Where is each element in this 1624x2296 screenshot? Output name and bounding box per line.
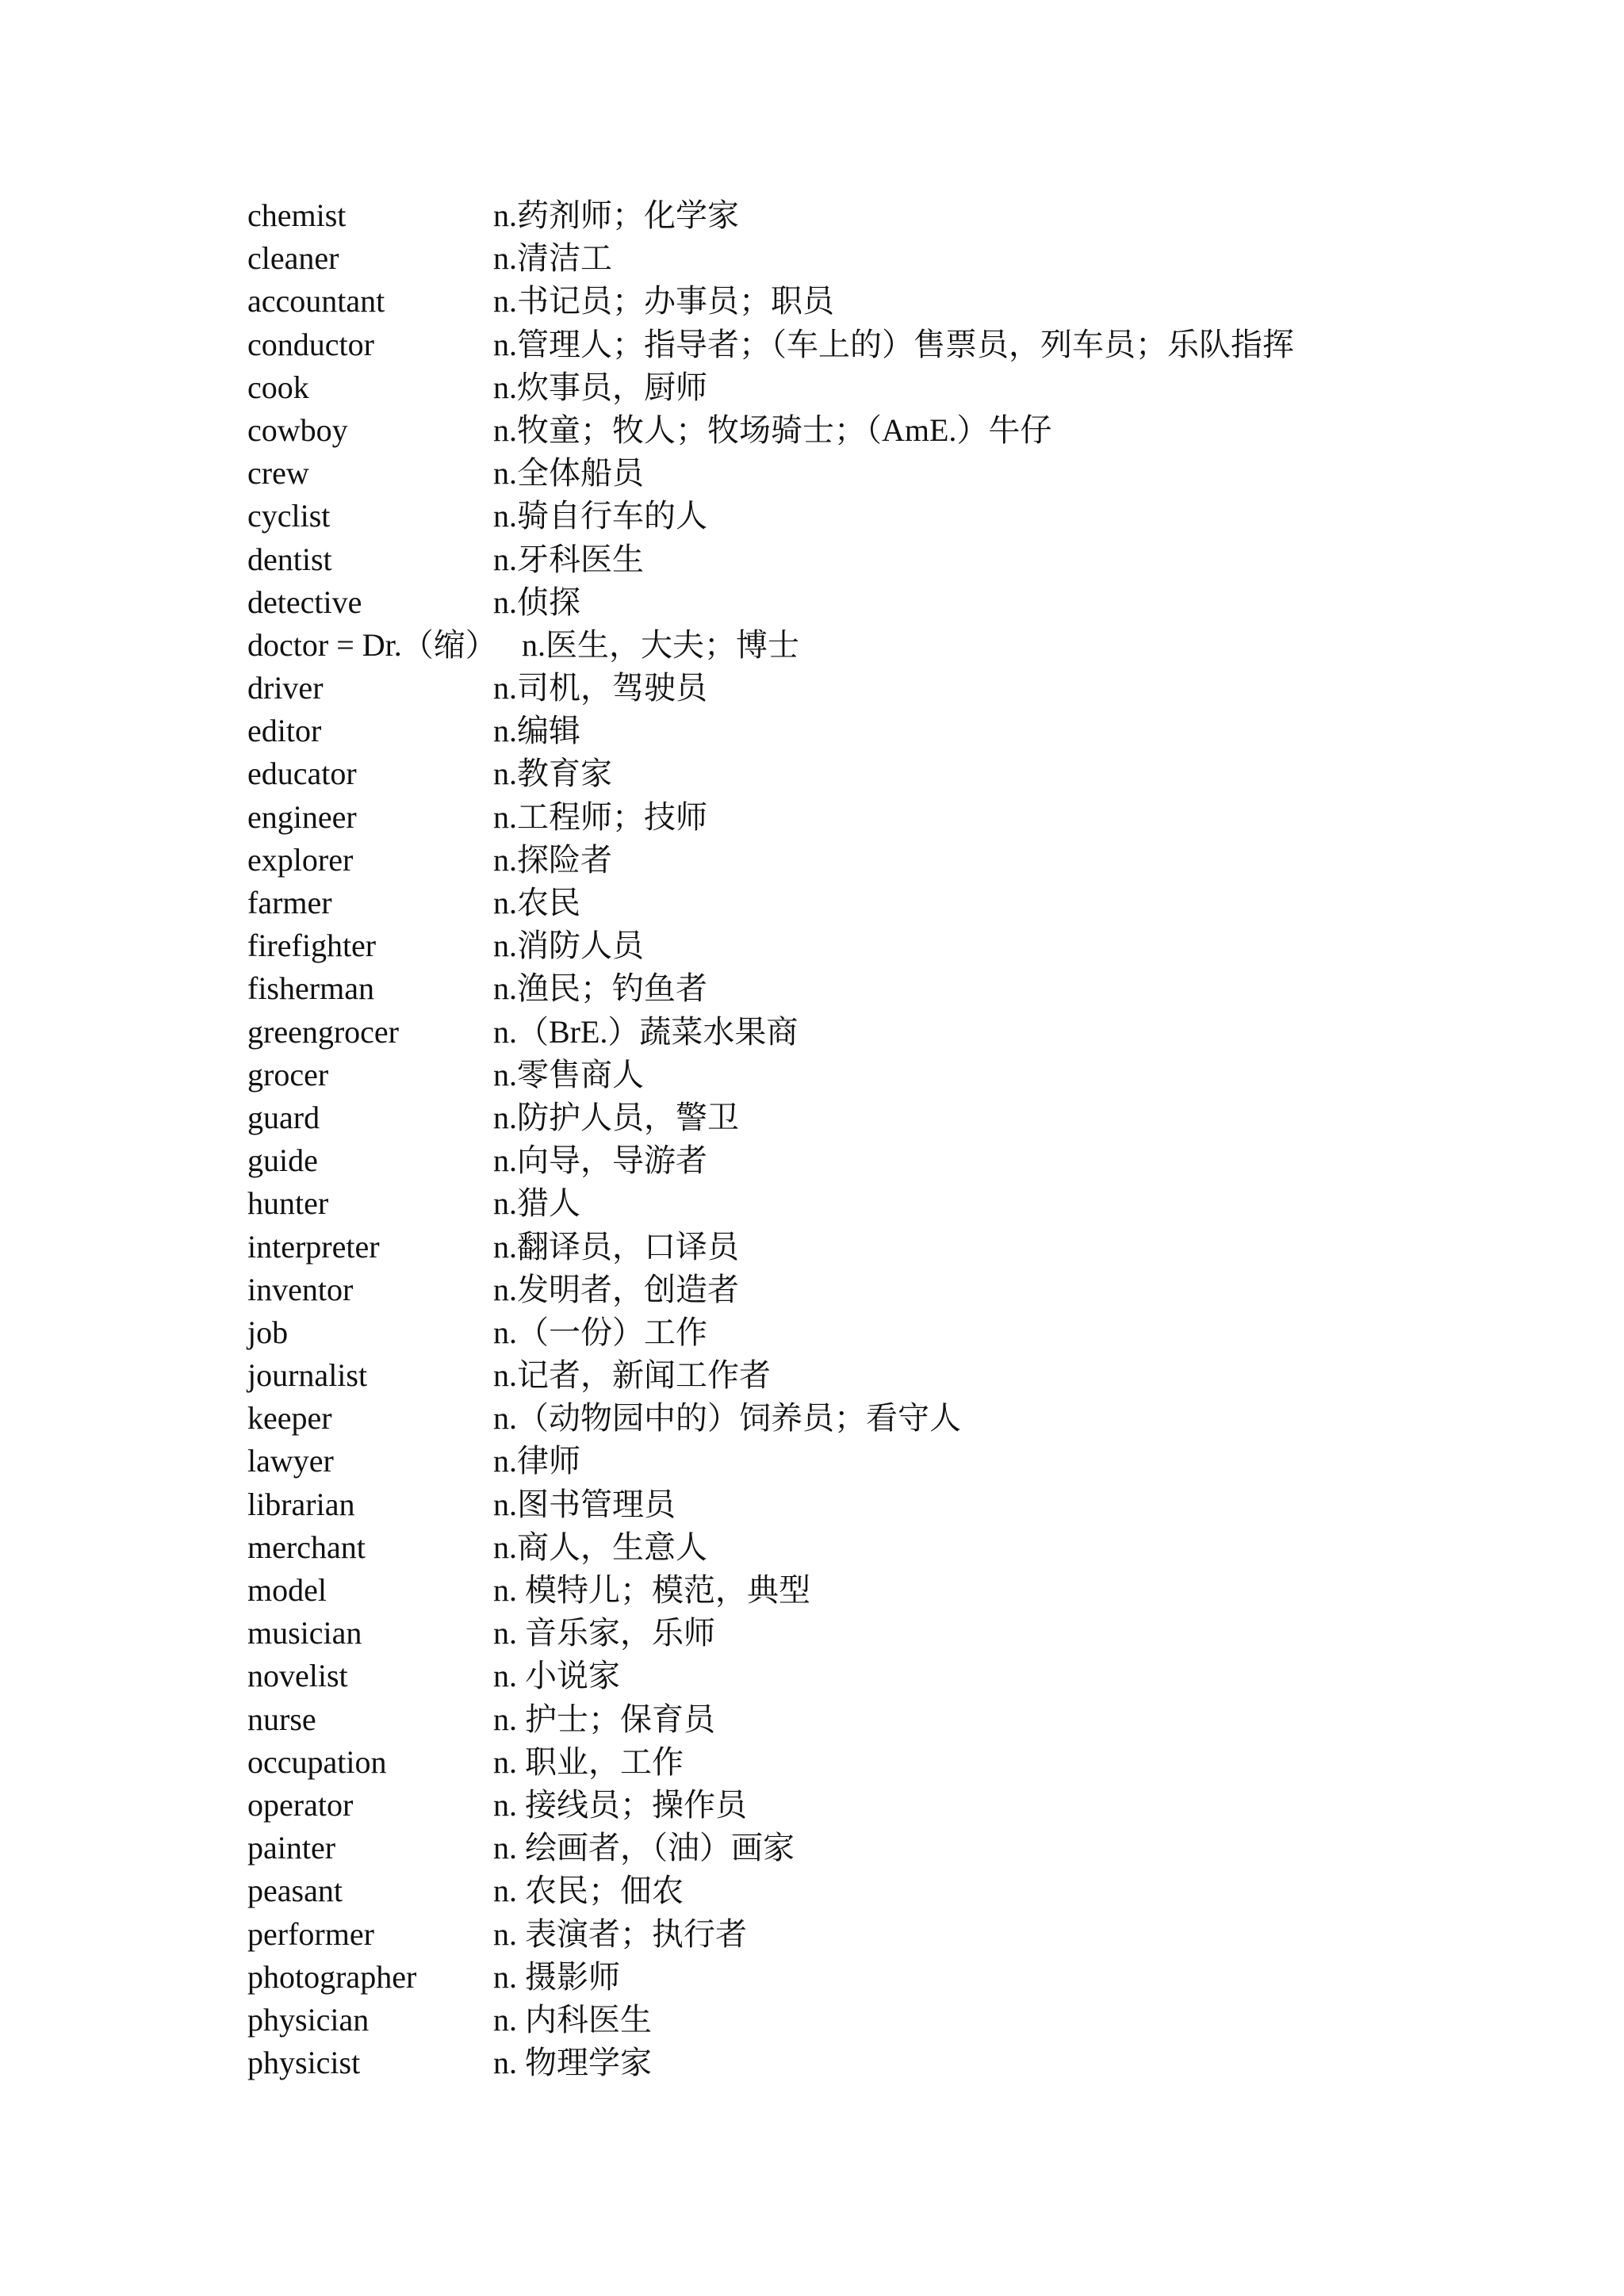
vocab-definition: n.管理人；指导者；（车上的）售票员，列车员；乐队指挥 [493, 326, 1294, 362]
vocab-definition: n. 物理学家 [493, 2045, 652, 2081]
vocab-entry [247, 667, 1437, 710]
vocab-definition: n.防护人员，警卫 [493, 1099, 739, 1135]
vocab-definition: n.向导，导游者 [493, 1142, 707, 1179]
vocab-definition: n.侦探 [493, 584, 580, 620]
vocab-word: firefighter [247, 928, 377, 964]
vocab-word: performer [247, 1915, 374, 1952]
vocab-entry [247, 882, 1437, 924]
vocab-definition: n.（一份）工作 [493, 1314, 707, 1350]
vocab-word: explorer [247, 841, 354, 878]
vocab-entry [247, 1913, 1437, 1956]
vocab-entry [247, 1182, 1437, 1225]
vocab-definition: n.消防人员 [493, 928, 644, 964]
vocab-entry [247, 1612, 1437, 1655]
vocab-entry [247, 967, 1437, 1010]
vocab-word: guard [247, 1099, 320, 1135]
vocab-definition: n. 职业，工作 [493, 1743, 684, 1780]
vocab-entry [247, 924, 1437, 967]
vocab-entry [247, 839, 1437, 882]
vocab-definition: n.农民 [493, 885, 580, 920]
vocab-word: guide [247, 1142, 318, 1179]
vocab-entry [247, 1956, 1437, 1999]
vocab-entry [247, 710, 1437, 752]
vocab-entry [247, 1354, 1437, 1397]
vocab-definition: n.（BrE.）蔬菜水果商 [493, 1013, 799, 1050]
vocab-word: cowboy [247, 411, 348, 448]
vocab-entry [247, 1698, 1437, 1741]
vocab-word: librarian [247, 1486, 355, 1522]
vocab-definition: n.清洁工 [493, 240, 612, 277]
vocab-definition: n.药剂师；化学家 [493, 197, 739, 233]
vocab-entry [247, 624, 1437, 667]
vocab-entry [247, 1741, 1437, 1784]
vocab-definition: n. 表演者；执行者 [493, 1915, 747, 1952]
vocab-word: novelist [247, 1658, 348, 1694]
vocab-word: fisherman [247, 970, 374, 1007]
vocab-definition: n.教育家 [493, 756, 612, 792]
vocab-word: conductor [247, 326, 374, 362]
vocab-entry [247, 1655, 1437, 1697]
vocab-definition: n.牙科医生 [493, 541, 644, 577]
vocab-word: physicist [247, 2045, 361, 2081]
vocab-entry [247, 1054, 1437, 1096]
vocab-definition: n.骑自行车的人 [493, 498, 707, 534]
vocab-entry [247, 237, 1437, 280]
vocab-definition: n.记者，新闻工作者 [493, 1357, 771, 1394]
vocab-entry [247, 452, 1437, 495]
vocab-word: merchant [247, 1529, 366, 1565]
vocab-entry [247, 323, 1437, 366]
vocab-definition: n.医生，大夫；博士 [522, 626, 799, 663]
vocabulary-list [247, 194, 1437, 2084]
vocab-definition: n.炊事员，厨师 [493, 369, 707, 405]
vocab-definition: n. 农民；佃农 [493, 1873, 684, 1909]
vocab-definition: n. 模特儿；模范，典型 [493, 1572, 810, 1608]
vocab-definition: n.发明者，创造者 [493, 1271, 739, 1307]
vocab-word: accountant [247, 283, 385, 320]
vocab-word: model [247, 1572, 327, 1608]
vocab-definition: n.商人，生意人 [493, 1529, 707, 1565]
vocab-definition: n.（动物园中的）饲养员；看守人 [493, 1400, 961, 1437]
vocab-definition: n.图书管理员 [493, 1486, 676, 1522]
vocab-definition: n.零售商人 [493, 1056, 644, 1093]
vocab-word: keeper [247, 1400, 332, 1437]
vocab-entry [247, 796, 1437, 839]
vocab-definition: n. 绘画者，（油）画家 [493, 1830, 795, 1866]
vocab-word: journalist [247, 1357, 368, 1394]
vocab-entry [247, 1226, 1437, 1269]
vocab-word: doctor = Dr.（缩） [247, 626, 497, 663]
vocab-entry [247, 495, 1437, 538]
vocab-entry [247, 581, 1437, 624]
vocab-definition: n. 接线员；操作员 [493, 1786, 747, 1823]
vocab-definition: n. 音乐家，乐师 [493, 1615, 715, 1651]
vocab-definition: n. 内科医生 [493, 2001, 652, 2038]
vocab-word: greengrocer [247, 1013, 399, 1050]
vocab-word: driver [247, 670, 324, 706]
vocab-word: chemist [247, 197, 347, 233]
vocab-word: cook [247, 369, 309, 405]
vocab-definition: n.书记员；办事员；职员 [493, 283, 834, 320]
vocab-word: hunter [247, 1185, 329, 1222]
vocab-entry [247, 366, 1437, 409]
vocab-entry [247, 1397, 1437, 1440]
vocab-entry [247, 1311, 1437, 1354]
vocab-word: detective [247, 584, 362, 620]
vocab-word: lawyer [247, 1443, 334, 1479]
vocab-word: painter [247, 1830, 336, 1866]
vocab-definition: n.编辑 [493, 713, 580, 749]
vocab-word: cleaner [247, 240, 339, 277]
vocab-entry [247, 1011, 1437, 1054]
vocab-entry [247, 2042, 1437, 2084]
vocab-entry [247, 1483, 1437, 1526]
vocab-word: nurse [247, 1701, 316, 1737]
vocab-definition: n.翻译员，口译员 [493, 1228, 739, 1265]
vocab-word: educator [247, 756, 357, 792]
vocab-definition: n.司机，驾驶员 [493, 670, 707, 706]
vocab-entry [247, 752, 1437, 795]
vocab-definition: n. 小说家 [493, 1658, 620, 1694]
vocab-entry [247, 1139, 1437, 1182]
vocab-word: farmer [247, 885, 332, 920]
vocab-entry [247, 1784, 1437, 1827]
vocab-word: occupation [247, 1743, 387, 1780]
vocab-word: inventor [247, 1271, 354, 1307]
vocab-entry [247, 280, 1437, 323]
vocab-word: job [247, 1314, 289, 1350]
vocab-entry [247, 1269, 1437, 1311]
vocab-word: crew [247, 455, 309, 492]
vocab-word: grocer [247, 1056, 329, 1093]
vocab-definition: n.律师 [493, 1443, 580, 1479]
vocab-definition: n.全体船员 [493, 455, 644, 492]
vocab-word: peasant [247, 1873, 343, 1909]
vocab-definition: n.探险者 [493, 841, 612, 878]
vocab-entry [247, 1526, 1437, 1569]
vocab-entry [247, 1999, 1437, 2042]
vocab-entry [247, 1440, 1437, 1483]
vocab-definition: n.猎人 [493, 1185, 580, 1222]
vocab-word: operator [247, 1786, 354, 1823]
vocab-entry [247, 538, 1437, 581]
vocab-definition: n.牧童；牧人；牧场骑士；（AmE.）牛仔 [493, 411, 1052, 448]
vocab-word: engineer [247, 798, 357, 835]
vocab-word: interpreter [247, 1228, 380, 1265]
vocab-definition: n.工程师；技师 [493, 798, 707, 835]
vocab-entry [247, 1827, 1437, 1869]
vocab-entry [247, 1569, 1437, 1612]
vocab-definition: n.渔民；钓鱼者 [493, 970, 707, 1007]
vocab-definition: n. 护士；保育员 [493, 1701, 715, 1737]
vocab-word: editor [247, 713, 322, 749]
vocab-definition: n. 摄影师 [493, 1958, 620, 1995]
vocab-word: musician [247, 1615, 362, 1651]
vocab-entry [247, 1869, 1437, 1912]
vocab-word: dentist [247, 541, 332, 577]
vocab-entry [247, 409, 1437, 452]
vocab-word: cyclist [247, 498, 331, 534]
vocab-word: photographer [247, 1958, 417, 1995]
vocab-entry [247, 194, 1437, 237]
vocab-word: physician [247, 2001, 370, 2038]
vocab-entry [247, 1096, 1437, 1139]
